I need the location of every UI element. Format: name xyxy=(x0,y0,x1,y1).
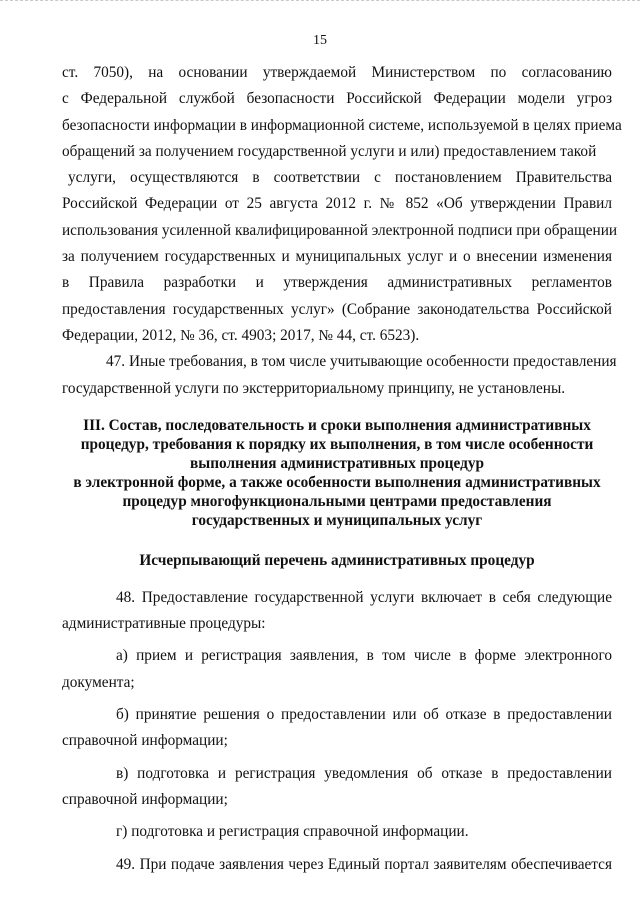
text-line: 47. Иные требования, в том числе учитывающие особенности предоставления xyxy=(106,353,617,371)
text-line: а) прием и регистрация заявления, в том числе в форме электронного xyxy=(116,647,612,665)
text-line: 48. Предоставление государственной услуги включает в себя следующие xyxy=(116,588,612,606)
text-line: предоставления государственных услуг» (Собрание законодательства Российской xyxy=(62,300,612,318)
list-item-g xyxy=(62,819,612,845)
text-line: 49. При подаче заявления через Единый портал заявителям обеспечивается xyxy=(116,855,612,873)
text-line: использования усиленной квалифицированной электронной подписи при обращении xyxy=(62,221,618,239)
heading-line: государственных и муниципальных услуг xyxy=(191,511,483,529)
list-item-v xyxy=(62,761,612,814)
text-line: обращений за получением государственной услуги и или) предоставлением такой xyxy=(62,142,597,160)
text-line: Федерации, 2012, № 36, ст. 4903; 2017, № 44, ст. 6523). xyxy=(62,326,420,344)
text-line: ст. 7050), на основании утверждаемой Министерством по согласованию xyxy=(62,64,612,81)
text-line: справочной информации; xyxy=(62,732,228,750)
top-edge-line xyxy=(0,0,640,3)
paragraph-48 xyxy=(62,585,612,638)
list-item-a xyxy=(62,643,612,696)
heading-line: выполнения административных процедур xyxy=(190,454,484,472)
text-line: услуги, осуществляются в соответствии с постановлением Правительства xyxy=(68,169,612,187)
subheading: Исчерпывающий перечень административных процедур xyxy=(139,551,535,569)
text-line: г) подготовка и регистрация справочной информации. xyxy=(116,823,469,841)
text-line: Российской Федерации от 25 августа 2012 г. № 852 «Об утверждении Правил xyxy=(62,195,612,213)
text-line: документа; xyxy=(62,673,135,691)
list-item-b xyxy=(62,702,612,755)
heading-line: в электронной форме, а также особенности выполнения административных xyxy=(73,473,601,491)
text-line: административные процедуры: xyxy=(62,615,266,633)
text-line: в) подготовка и регистрация уведомления об отказе в предоставлении xyxy=(116,764,612,782)
heading-line: III. Состав, последовательность и сроки выполнения административных xyxy=(83,416,591,434)
text-line: за получением государственных и муниципальных услуг и о внесении изменения xyxy=(62,248,612,266)
document-body xyxy=(62,60,622,878)
paragraph-47 xyxy=(62,349,617,402)
heading-line: процедур, требования к порядку их выполнения, в том числе особенности xyxy=(80,435,594,453)
section-heading xyxy=(62,416,612,530)
text-line: справочной информации; xyxy=(62,790,228,808)
paragraph-continued xyxy=(62,60,622,349)
text-line: государственной услуги по экстерриториальному принципу, не установлены. xyxy=(62,379,566,397)
paragraph-49 xyxy=(62,852,612,878)
text-line: безопасности информации в информационной системе, используемой в целях приема xyxy=(62,116,622,134)
text-line: с Федеральной службой безопасности Российской Федерации модели угроз xyxy=(62,90,612,108)
text-line: в Правила разработки и утверждения административных регламентов xyxy=(62,274,612,292)
heading-line: процедур многофункциональными центрами предоставления xyxy=(122,492,552,510)
text-line: б) принятие решения о предоставлении или об отказе в предоставлении xyxy=(116,706,612,724)
page-number: 15 xyxy=(313,33,327,48)
